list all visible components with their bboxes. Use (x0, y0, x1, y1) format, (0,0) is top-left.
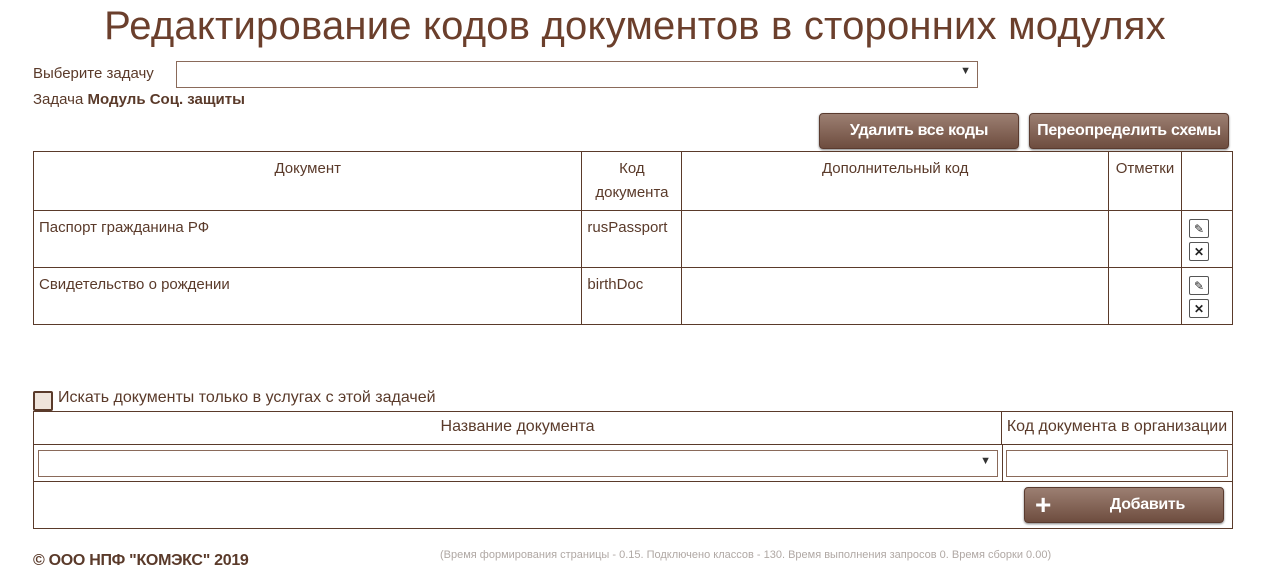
documents-table (33, 151, 1233, 325)
col-header-marks: Отметки (1109, 152, 1182, 211)
pencil-icon[interactable]: ✎ (1189, 219, 1209, 238)
page-timing: (Время формирования страницы - 0.15. Подключено классов - 130. Время выполнения запросов 0. Время сборки 0.00) (440, 549, 1052, 561)
cell-document: Паспорт гражданина РФ (34, 211, 582, 268)
redefine-schemes-button[interactable]: Переопределить схемы (1029, 113, 1229, 149)
cell-actions (1181, 268, 1232, 325)
page-title: Редактирование кодов документов в сторонних модулях (104, 4, 1166, 48)
add-button-label: Добавить (1109, 496, 1185, 513)
cell-document: Свидетельство о рождении (34, 268, 582, 325)
copyright: © ООО НПФ "КОМЭКС" 2019 (33, 552, 249, 569)
col-header-doc-name: Название документа (34, 412, 1002, 445)
org-code-input[interactable] (1006, 450, 1228, 477)
cell-actions (1181, 211, 1232, 268)
chevron-down-icon: ▼ (980, 455, 991, 467)
col-header-document: Документ (34, 152, 582, 211)
table-row (34, 268, 1233, 325)
cell-marks (1109, 268, 1182, 325)
services-only-label: Искать документы только в услугах с этой задачей (58, 389, 436, 406)
close-icon[interactable]: ✕ (1189, 242, 1209, 261)
divider (1002, 445, 1003, 482)
col-header-actions (1181, 152, 1232, 211)
cell-code: birthDoc (582, 268, 682, 325)
col-header-extra-code: Дополнительный код (682, 152, 1109, 211)
current-task-prefix: Задача (33, 91, 84, 108)
table-row (34, 211, 1233, 268)
cell-code: rusPassport (582, 211, 682, 268)
current-task (33, 91, 245, 108)
delete-all-codes-button[interactable]: Удалить все коды (819, 113, 1019, 149)
document-name-select[interactable] (38, 450, 998, 477)
task-select[interactable] (176, 61, 978, 88)
plus-icon: + (1035, 489, 1052, 520)
add-panel-header (34, 412, 1232, 445)
services-only-checkbox[interactable] (33, 391, 53, 411)
current-task-name: Модуль Соц. защиты (87, 91, 245, 108)
cell-extra-code (682, 211, 1109, 268)
col-header-code: Код документа (582, 152, 682, 211)
cell-marks (1109, 211, 1182, 268)
cell-extra-code (682, 268, 1109, 325)
close-icon[interactable]: ✕ (1189, 299, 1209, 318)
add-document-panel (33, 411, 1233, 529)
chevron-down-icon: ▼ (960, 65, 971, 77)
table-header-row (34, 152, 1233, 211)
add-button[interactable] (1024, 487, 1224, 523)
add-panel-inputs (34, 445, 1232, 482)
task-select-label: Выберите задачу (33, 65, 154, 82)
col-header-org-code: Код документа в организации (1006, 418, 1228, 435)
pencil-icon[interactable]: ✎ (1189, 276, 1209, 295)
